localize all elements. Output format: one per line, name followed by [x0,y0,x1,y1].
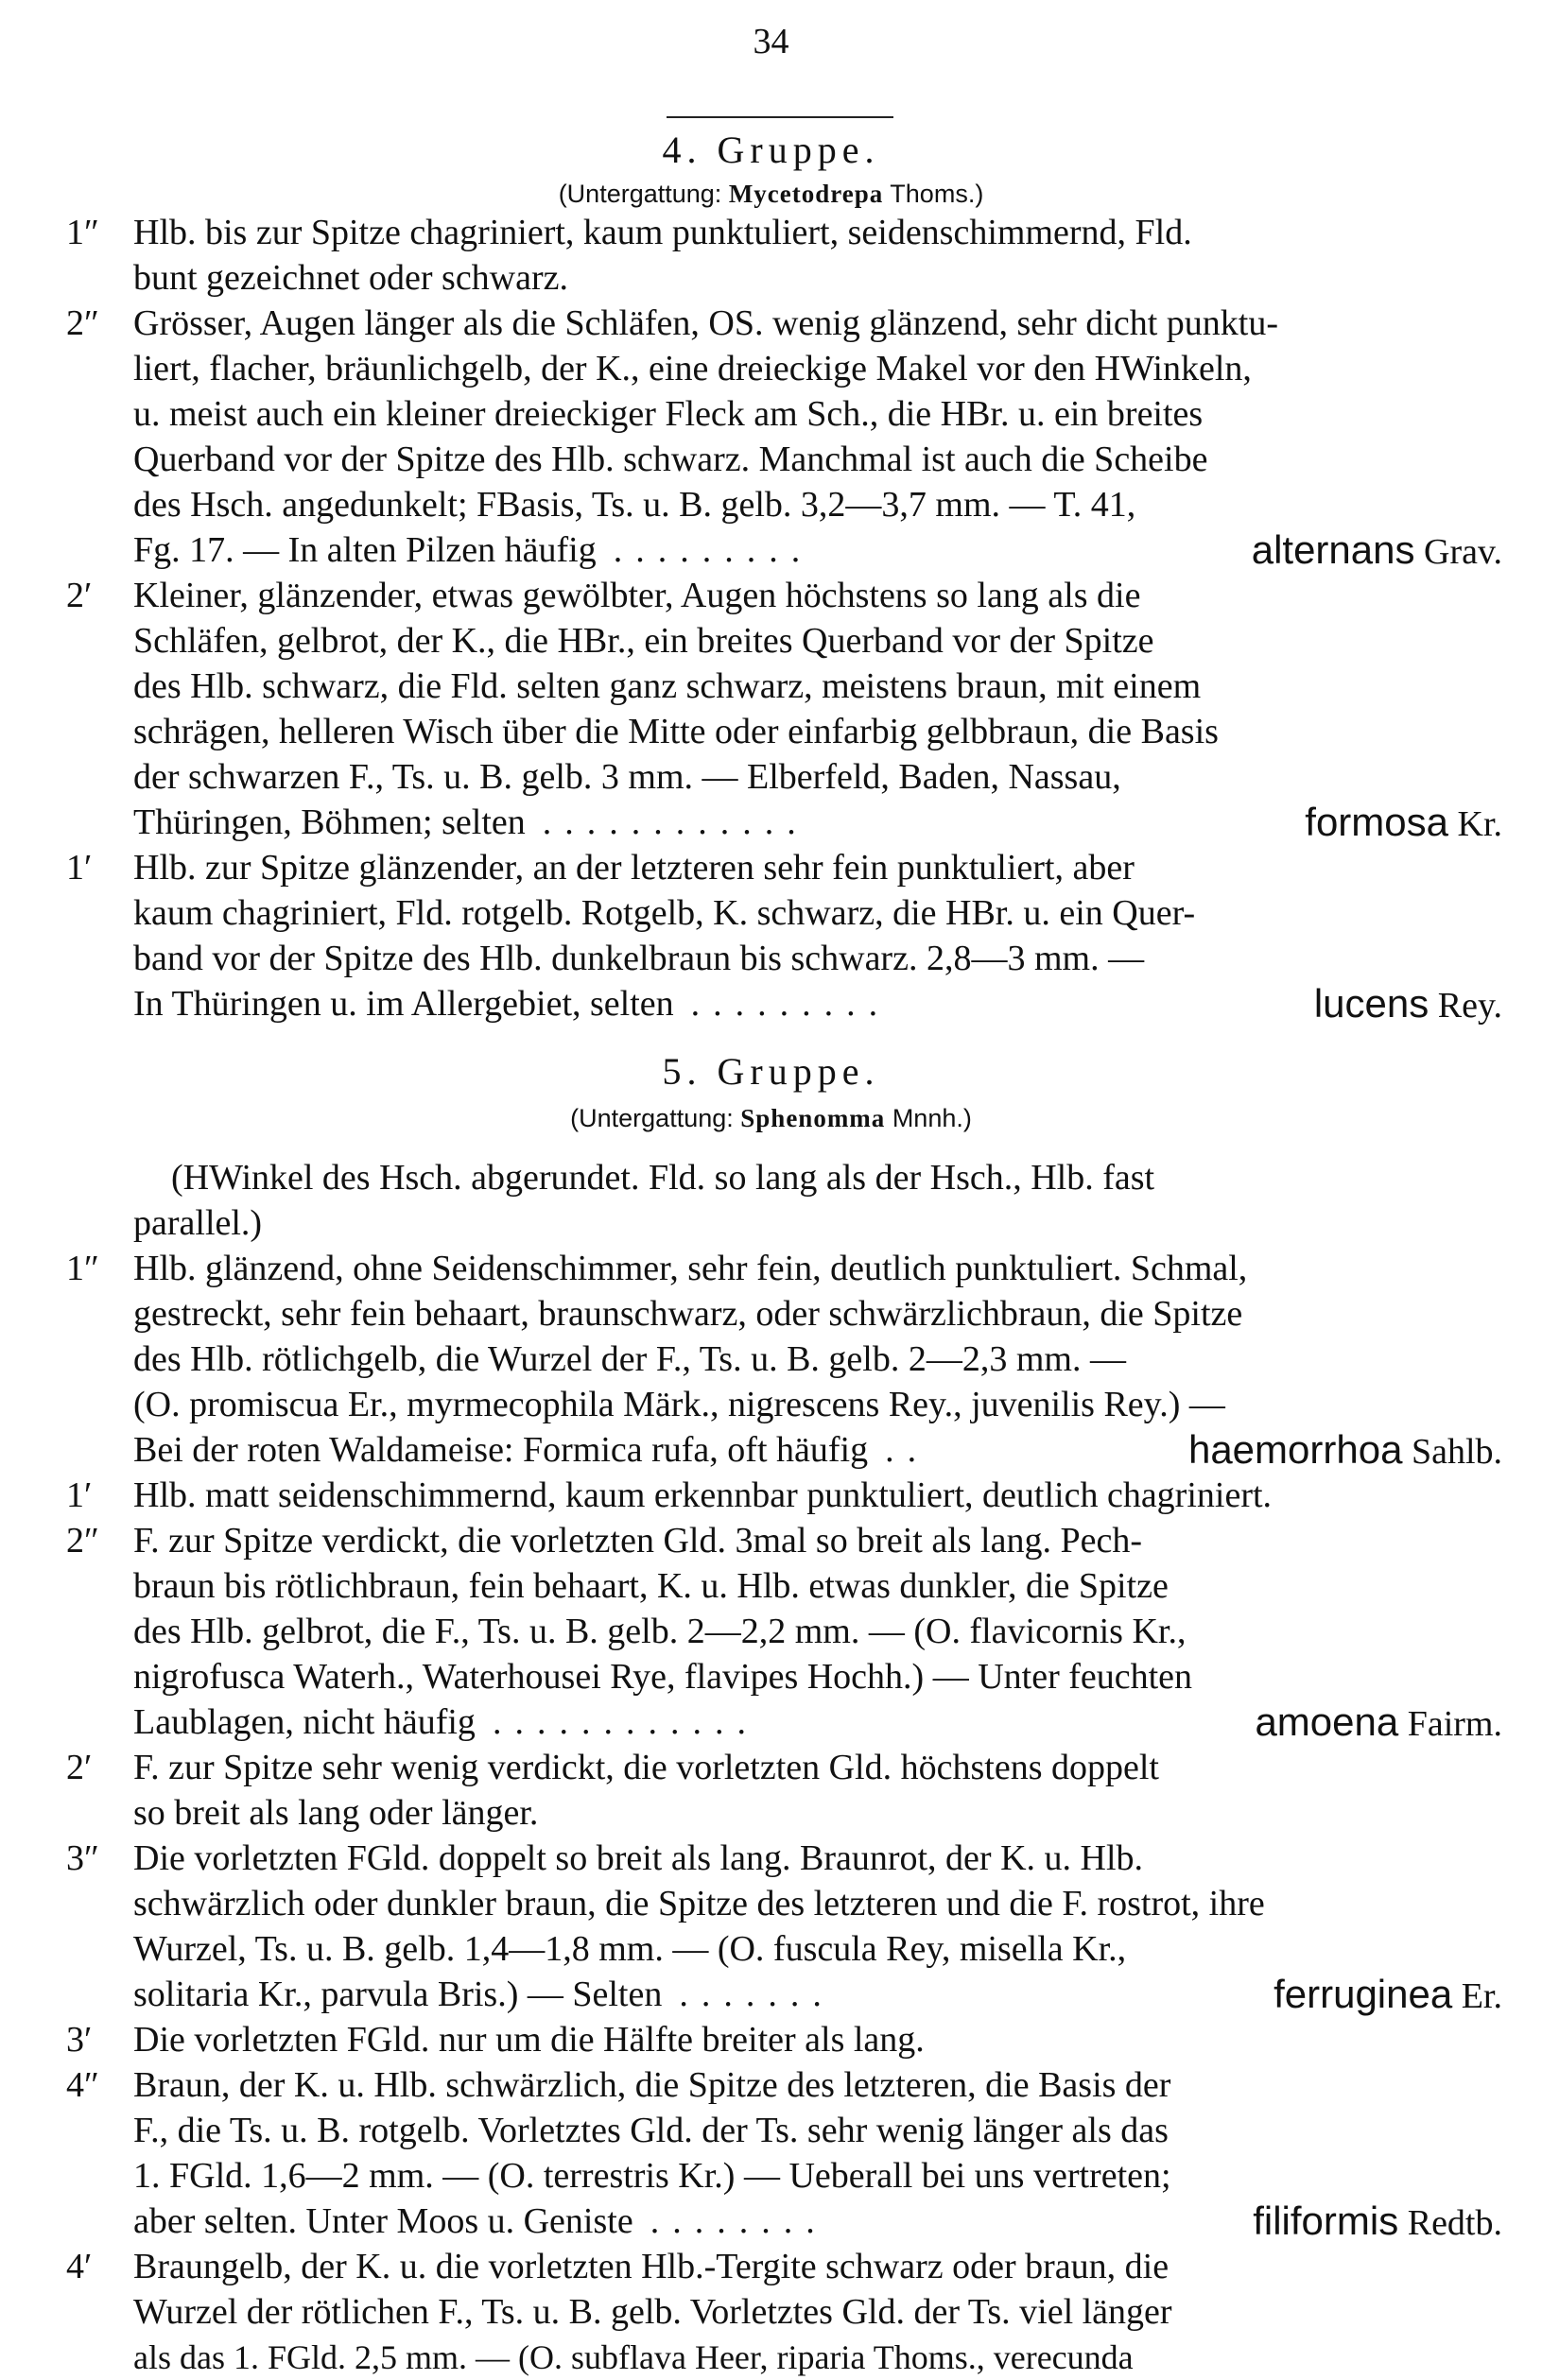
text-line: als das 1. FGld. 2,5 mm. — (O. subflava Heer, riparia Thoms., verecunda [133,2338,1134,2376]
species-author: Er. [1461,1976,1502,2016]
couplet-number: 4′ [66,2247,93,2286]
leader-dots: ........ [650,2201,828,2241]
group-5-title: 5. Gruppe. [662,1050,880,1093]
text-line: Kleiner, glänzender, etwas gewölbter, Augen höchstens so lang als die [133,576,1141,615]
couplet-number: 1′ [66,1475,93,1515]
species-name: alternans [1251,527,1415,572]
species-line: Bei der roten Waldameise: Formica rufa, oft häufig .. haemorrhoa Sahlb. [133,1427,1502,1472]
species-author: Grav. [1424,532,1502,572]
species-line: solitaria Kr., parvula Bris.) — Selten ....... ferruginea Er. [133,1972,1502,2016]
text-line: Hlb. glänzend, ohne Seidenschimmer, sehr fein, deutlich punktuliert. Schmal, [133,1249,1248,1288]
couplet-number: 1″ [66,213,99,252]
couplet-number: 2″ [66,1521,99,1561]
leader-dots: ............ [492,1702,759,1742]
leader-dots: ............ [542,802,809,842]
couplet-number: 2′ [66,576,93,615]
text-line: F. zur Spitze sehr wenig verdickt, die vorletzten Gld. höchstens doppelt [133,1748,1159,1787]
text-line: des Hlb. rötlichgelb, die Wurzel der F., Ts. u. B. gelb. 2—2,3 mm. — [133,1339,1126,1379]
text-line: bunt gezeichnet oder schwarz. [133,258,569,298]
text-line: (O. promiscua Er., myrmecophila Märk., nigrescens Rey., juvenilis Rey.) — [133,1385,1225,1424]
species-name: lucens [1313,981,1429,1026]
text-line: u. meist auch ein kleiner dreieckiger Fleck am Sch., die HBr. u. ein breites [133,394,1204,434]
text-line: schrägen, helleren Wisch über die Mitte oder einfarbig gelbbraun, die Basis [133,712,1219,751]
text-line: braun bis rötlichbraun, fein behaart, K. u. Hlb. etwas dunkler, die Spitze [133,1566,1169,1606]
species-author: Rey. [1437,986,1502,1026]
species-line: Thüringen, Böhmen; selten ............ formosa Kr. [133,800,1502,844]
species-line: Fg. 17. — In alten Pilzen häufig ......... alternans Grav. [133,527,1502,572]
text-line: des Hsch. angedunkelt; FBasis, Ts. u. B. gelb. 3,2—3,7 mm. — T. 41, [133,485,1136,525]
species-line: Laublagen, nicht häufig ............ amoena Fairm. [133,1699,1502,1744]
group-4-title: 4. Gruppe. [662,129,880,171]
couplet-number: 2″ [66,303,99,343]
header-rule [667,116,893,118]
text-line: Braungelb, der K. u. die vorletzten Hlb.-Tergite schwarz oder braun, die [133,2247,1169,2286]
species-name: amoena [1255,1699,1399,1744]
text-line: parallel.) [133,1203,263,1243]
couplet-number: 1′ [66,848,93,888]
text-line: Schläfen, gelbrot, der K., die HBr., ein breites Querband vor der Spitze [133,621,1154,661]
leader-dots: ......... [613,530,814,570]
text-line: kaum chagriniert, Fld. rotgelb. Rotgelb, K. schwarz, die HBr. u. ein Quer- [133,893,1196,933]
text-line: 1. FGld. 1,6—2 mm. — (O. terrestris Kr.) — Ueberall bei uns vertreten; [133,2156,1171,2196]
species-line: In Thüringen u. im Allergebiet, selten ......... lucens Rey. [133,981,1502,1026]
text-line: Wurzel, Ts. u. B. gelb. 1,4—1,8 mm. — (O. fuscula Rey, misella Kr., [133,1929,1127,1969]
text-line: nigrofusca Waterh., Waterhousei Rye, flavipes Hochh.) — Unter feuchten [133,1657,1193,1697]
text-line: so breit als lang oder länger. [133,1793,539,1833]
text-line: Hlb. matt seidenschimmernd, kaum erkennbar punktuliert, deutlich chagriniert. [133,1475,1273,1515]
couplet-number: 4″ [66,2065,99,2105]
group-4-subtitle: (Untergattung: Mycetodrepa Thoms.) [558,180,984,208]
text-line: F. zur Spitze verdickt, die vorletzten Gld. 3mal so breit als lang. Pech- [133,1521,1143,1561]
text-line: Querband vor der Spitze des Hlb. schwarz. Manchmal ist auch die Scheibe [133,440,1208,479]
text-line: Grösser, Augen länger als die Schläfen, OS. wenig glänzend, sehr dicht punktu- [133,303,1279,343]
species-name: haemorrhoa [1187,1427,1403,1472]
couplet-number: 3′ [66,2020,93,2060]
text-line: Die vorletzten FGld. doppelt so breit als lang. Braunrot, der K. u. Hlb. [133,1838,1144,1878]
text-line: der schwarzen F., Ts. u. B. gelb. 3 mm. — Elberfeld, Baden, Nassau, [133,757,1121,797]
species-name: formosa [1305,800,1448,844]
text-line: F., die Ts. u. B. rotgelb. Vorletztes Gld. der Ts. sehr wenig länger als das [133,2111,1169,2150]
text-line: Wurzel der rötlichen F., Ts. u. B. gelb. Vorletztes Gld. der Ts. viel länger [133,2292,1172,2332]
species-author: Fairm. [1407,1704,1502,1744]
species-author: Redtb. [1407,2203,1502,2243]
group-5-subtitle: (Untergattung: Sphenomma Mnnh.) [570,1104,972,1132]
text-line: gestreckt, sehr fein behaart, braunschwarz, oder schwärzlichbraun, die Spitze [133,1294,1243,1334]
text-line: Die vorletzten FGld. nur um die Hälfte breiter als lang. [133,2020,925,2060]
leader-dots: ....... [679,1975,835,2014]
species-author: Sahlb. [1411,1432,1502,1472]
leader-dots: ......... [690,984,892,1024]
text-line: des Hlb. schwarz, die Fld. selten ganz schwarz, meistens braun, mit einem [133,666,1202,706]
species-name: filiformis [1253,2199,1399,2243]
text-line: band vor der Spitze des Hlb. dunkelbraun bis schwarz. 2,8—3 mm. — [133,939,1145,978]
couplet-number: 1″ [66,1249,99,1288]
text-line: Braun, der K. u. Hlb. schwärzlich, die Spitze des letzteren, die Basis der [133,2065,1171,2105]
text-line: Hlb. bis zur Spitze chagriniert, kaum punktuliert, seidenschimmernd, Fld. [133,213,1192,252]
text-line: (HWinkel des Hsch. abgerundet. Fld. so lang als der Hsch., Hlb. fast [171,1158,1155,1198]
text-line: schwärzlich oder dunkler braun, die Spitze des letzteren und die F. rostrot, ihre [133,1884,1265,1923]
couplet-number: 3″ [66,1838,99,1878]
species-line: aber selten. Unter Moos u. Geniste ........ filiformis Redtb. [133,2199,1502,2243]
text-line: Hlb. zur Spitze glänzender, an der letzteren sehr fein punktuliert, aber [133,848,1135,888]
couplet-number: 2′ [66,1748,93,1787]
page-number: 34 [753,22,789,61]
text-line: liert, flacher, bräunlichgelb, der K., eine dreieckige Makel vor den HWinkeln, [133,349,1252,388]
species-name: ferruginea [1273,1972,1453,2016]
text-line: des Hlb. gelbrot, die F., Ts. u. B. gelb. 2—2,2 mm. — (O. flavicornis Kr., [133,1612,1187,1651]
leader-dots: .. [885,1430,930,1470]
species-author: Kr. [1457,804,1502,844]
